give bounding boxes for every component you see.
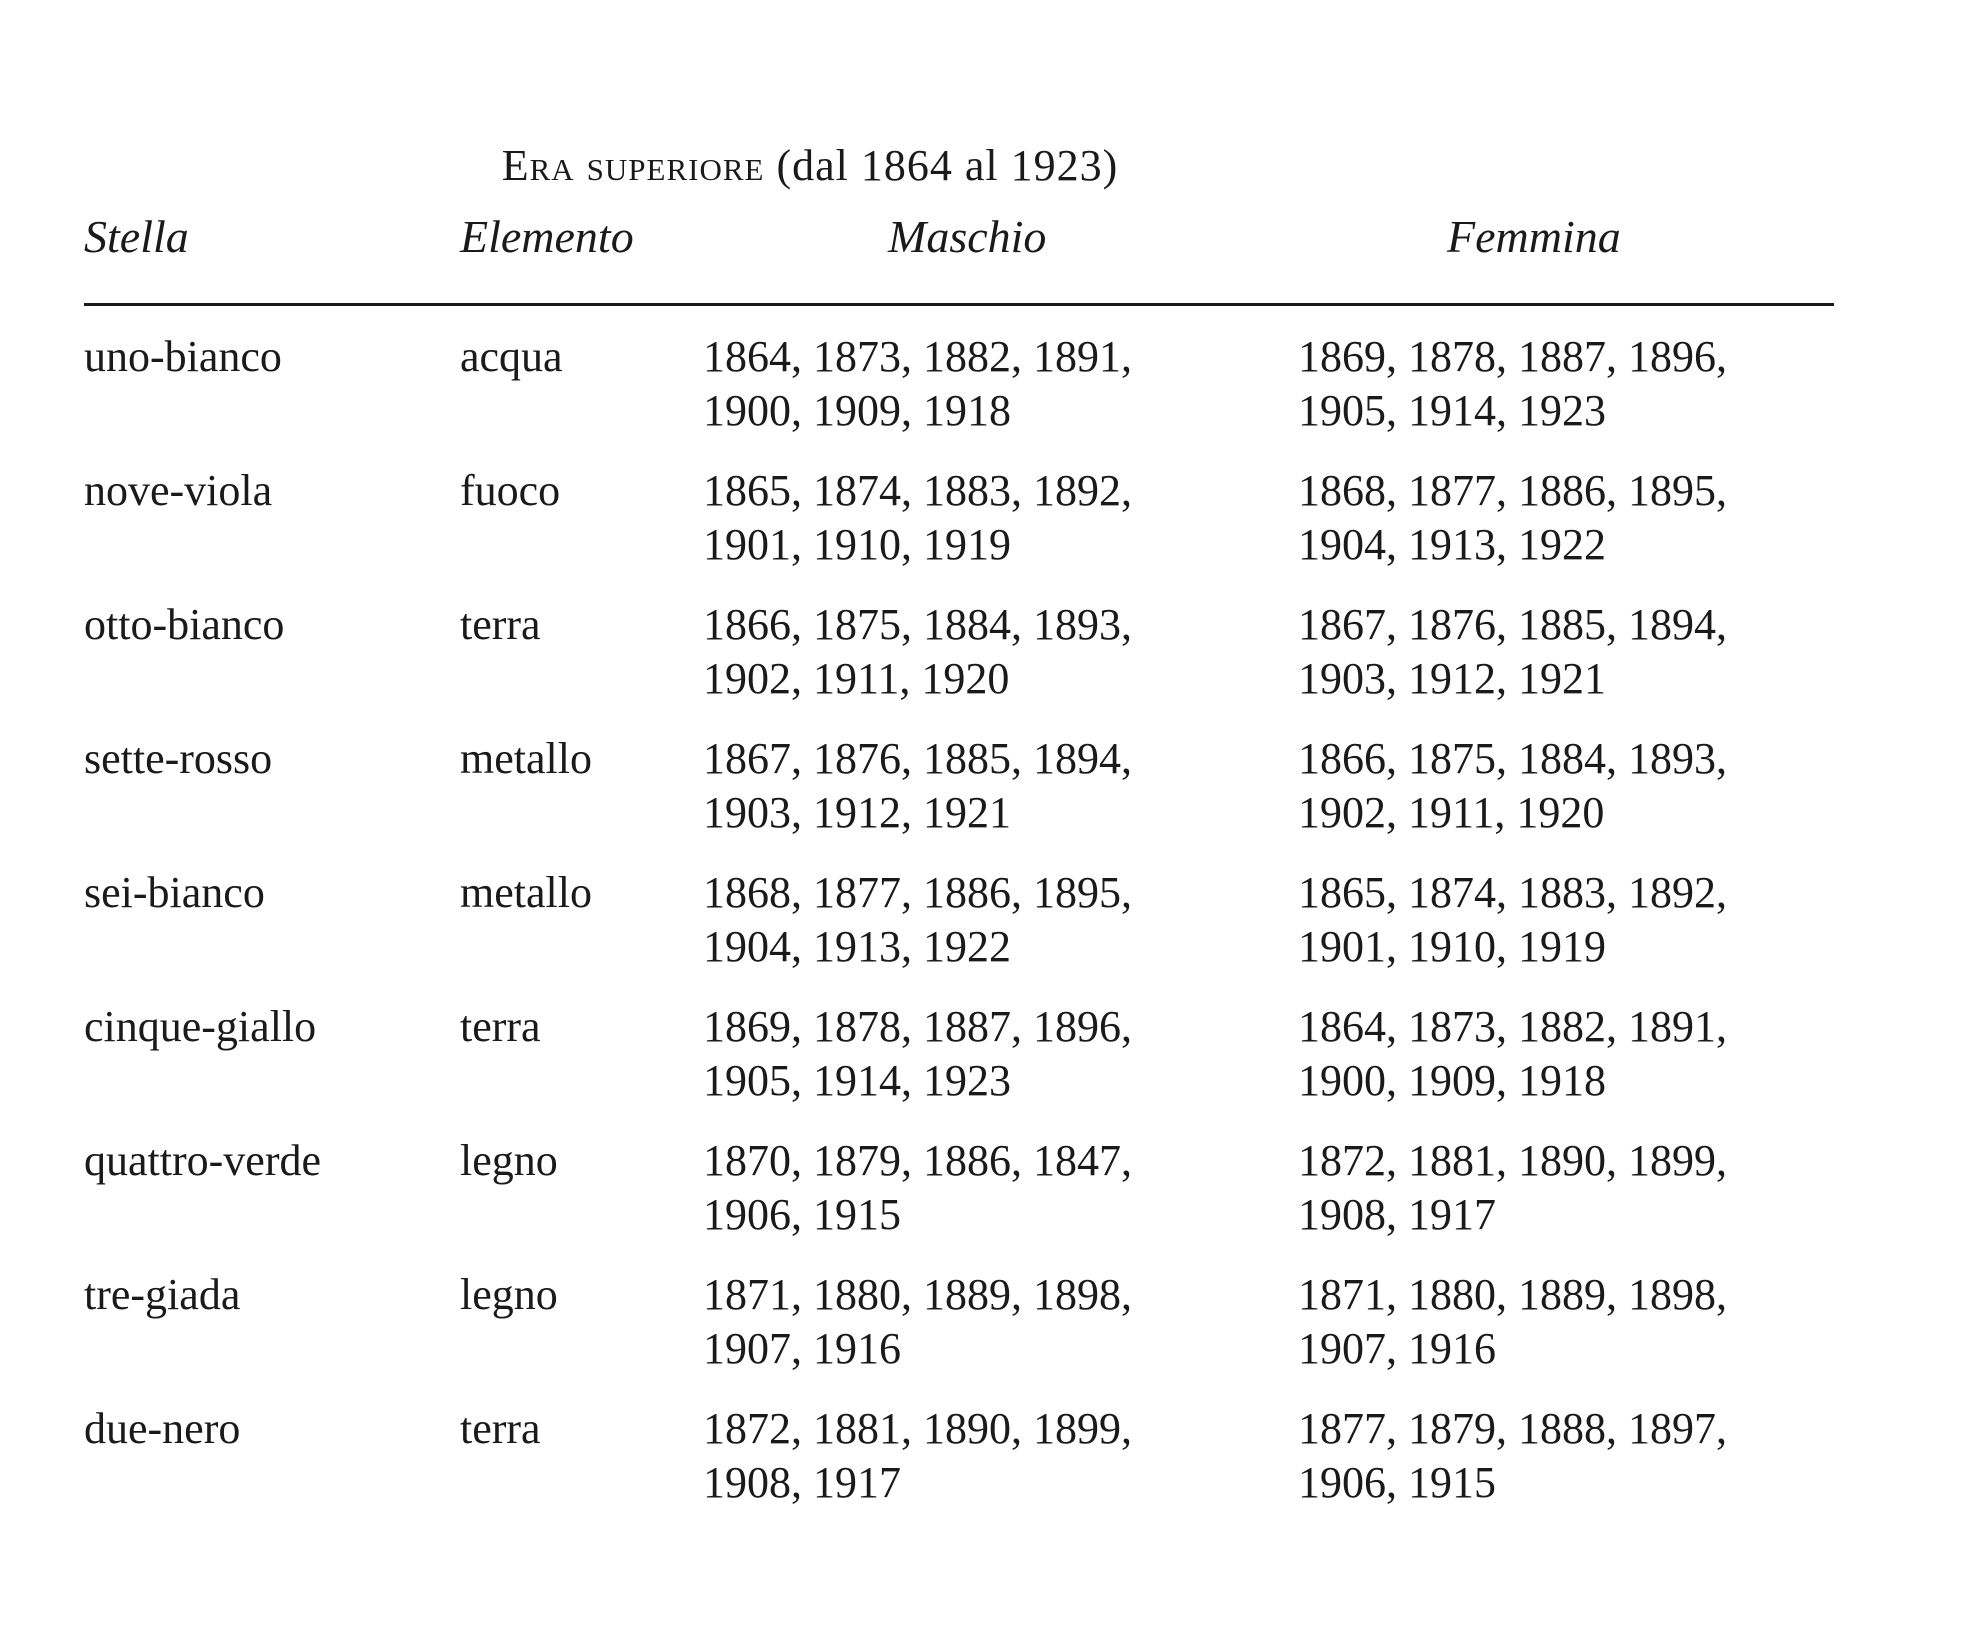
female-years-line-2: 1906, 1915: [1298, 1458, 1496, 1507]
female-years-cell: [1298, 1000, 1727, 1108]
male-years-line-2: 1908, 1917: [703, 1458, 901, 1507]
male-years-line-2: 1903, 1912, 1921: [703, 788, 1011, 837]
male-years-cell: [703, 1268, 1132, 1376]
table-header: [0, 210, 1981, 280]
male-years-cell: [703, 1000, 1132, 1108]
female-years-cell: [1298, 732, 1727, 840]
star-cell: uno-bianco: [84, 332, 282, 381]
element-cell: terra: [460, 1002, 541, 1051]
female-years-line-2: 1901, 1910, 1919: [1298, 922, 1606, 971]
female-years-line-1: 1864, 1873, 1882, 1891,: [1298, 1002, 1727, 1051]
table-row: [0, 464, 1981, 598]
male-years-cell: [703, 330, 1132, 438]
title-range: (dal 1864 al 1923): [776, 141, 1119, 190]
male-years-cell: [703, 1402, 1132, 1510]
table-row: [0, 598, 1981, 732]
table-row: [0, 1402, 1981, 1536]
table-row: [0, 330, 1981, 464]
female-years-cell: [1298, 330, 1727, 438]
female-years-line-1: 1867, 1876, 1885, 1894,: [1298, 600, 1727, 649]
male-years-line-2: 1902, 1911, 1920: [703, 654, 1010, 703]
female-years-line-2: 1904, 1913, 1922: [1298, 520, 1606, 569]
male-years-line-1: 1864, 1873, 1882, 1891,: [703, 332, 1132, 381]
female-years-line-2: 1903, 1912, 1921: [1298, 654, 1606, 703]
star-cell: due-nero: [84, 1404, 241, 1453]
male-years-cell: [703, 464, 1132, 572]
male-years-line-1: 1870, 1879, 1886, 1847,: [703, 1136, 1132, 1185]
male-years-line-1: 1869, 1878, 1887, 1896,: [703, 1002, 1132, 1051]
male-years-line-2: 1905, 1914, 1923: [703, 1056, 1011, 1105]
female-years-line-2: 1900, 1909, 1918: [1298, 1056, 1606, 1105]
female-years-line-1: 1877, 1879, 1888, 1897,: [1298, 1404, 1727, 1453]
male-years-line-2: 1900, 1909, 1918: [703, 386, 1011, 435]
female-years-line-1: 1869, 1878, 1887, 1896,: [1298, 332, 1727, 381]
male-years-line-1: 1867, 1876, 1885, 1894,: [703, 734, 1132, 783]
element-cell: terra: [460, 600, 541, 649]
star-cell: nove-viola: [84, 466, 273, 515]
female-years-cell: [1298, 1402, 1727, 1510]
title-era: Era superiore: [501, 141, 765, 190]
element-cell: fuoco: [460, 466, 561, 515]
star-cell: quattro-verde: [84, 1136, 321, 1185]
element-cell: terra: [460, 1404, 541, 1453]
female-years-cell: [1298, 866, 1727, 974]
table-row: [0, 1134, 1981, 1268]
male-years-line-2: 1907, 1916: [703, 1324, 901, 1373]
female-years-line-1: 1871, 1880, 1889, 1898,: [1298, 1270, 1727, 1319]
table-row: [0, 866, 1981, 1000]
male-years-line-1: 1866, 1875, 1884, 1893,: [703, 600, 1132, 649]
star-cell: otto-bianco: [84, 600, 285, 649]
element-cell: metallo: [460, 734, 592, 783]
male-years-line-2: 1904, 1913, 1922: [703, 922, 1011, 971]
male-years-line-1: 1865, 1874, 1883, 1892,: [703, 466, 1132, 515]
star-cell: cinque-giallo: [84, 1002, 317, 1051]
male-years-line-1: 1868, 1877, 1886, 1895,: [703, 868, 1132, 917]
element-cell: legno: [460, 1270, 558, 1319]
column-header-female: Femmina: [1447, 211, 1621, 262]
table-row: [0, 1000, 1981, 1134]
female-years-line-1: 1866, 1875, 1884, 1893,: [1298, 734, 1727, 783]
male-years-line-1: 1872, 1881, 1890, 1899,: [703, 1404, 1132, 1453]
star-cell: sei-bianco: [84, 868, 265, 917]
element-cell: acqua: [460, 332, 563, 381]
star-cell: tre-giada: [84, 1270, 241, 1319]
female-years-cell: [1298, 1134, 1727, 1242]
male-years-line-2: 1906, 1915: [703, 1190, 901, 1239]
male-years-cell: [703, 1134, 1132, 1242]
female-years-line-2: 1902, 1911, 1920: [1298, 788, 1605, 837]
element-cell: metallo: [460, 868, 592, 917]
male-years-cell: [703, 732, 1132, 840]
female-years-line-1: 1865, 1874, 1883, 1892,: [1298, 868, 1727, 917]
female-years-line-2: 1905, 1914, 1923: [1298, 386, 1606, 435]
female-years-cell: [1298, 598, 1727, 706]
header-divider: [84, 303, 1834, 306]
female-years-line-2: 1907, 1916: [1298, 1324, 1496, 1373]
female-years-cell: [1298, 1268, 1727, 1376]
table-row: [0, 1268, 1981, 1402]
male-years-line-2: 1901, 1910, 1919: [703, 520, 1011, 569]
male-years-cell: [703, 866, 1132, 974]
table-row: [0, 732, 1981, 866]
column-header-star: Stella: [84, 211, 189, 262]
female-years-line-1: 1872, 1881, 1890, 1899,: [1298, 1136, 1727, 1185]
female-years-line-1: 1868, 1877, 1886, 1895,: [1298, 466, 1727, 515]
column-header-element: Elemento: [460, 211, 634, 262]
column-header-male: Maschio: [888, 211, 1047, 262]
female-years-line-2: 1908, 1917: [1298, 1190, 1496, 1239]
star-cell: sette-rosso: [84, 734, 273, 783]
female-years-cell: [1298, 464, 1727, 572]
male-years-line-1: 1871, 1880, 1889, 1898,: [703, 1270, 1132, 1319]
page-title: [0, 140, 1620, 191]
male-years-cell: [703, 598, 1132, 706]
element-cell: legno: [460, 1136, 558, 1185]
